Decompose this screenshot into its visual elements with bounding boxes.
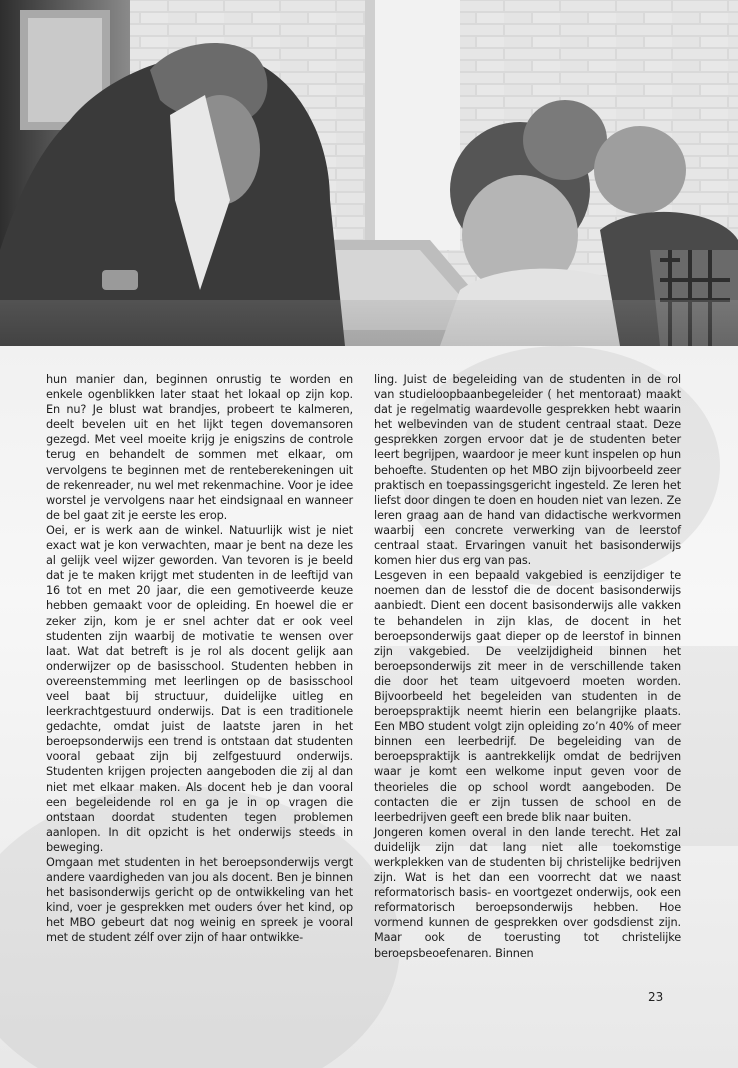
paragraph: Jongeren komen overal in den lande terecht. Het zal duidelijk zijn dat lang niet alle toekomstige werkplekken van de studenten bij christelijke bedrijven zijn. Wat is het dan een voorrecht dat we naast reformatorisch basis- en voortgezet onderwijs, ook een reformatorisch beroepsonderwijs hebben. Hoe vormend kunnen de gesprekken over godsdienst zijn. Maar ook de toerusting tot christelijke beroepsbeoefenaren. Binnen bbox=[374, 825, 681, 960]
classroom-photo-icon bbox=[0, 0, 738, 346]
paragraph: ling. Juist de begeleiding van de studenten in de rol van studieloopbaanbegeleider ( het mentoraat) maakt dat je regelmatig waardevolle gesprekken hebt waarin het welbevinden van de student centraal staat. Deze gesprekken zorgen ervoor dat je de studenten beter leert begrijpen, waardoor je meer kunt inspelen op hun behoefte. Studenten op het MBO zijn bijvoorbeeld zeer praktisch en toepassingsgericht ingesteld. Ze leren het liefst door dingen te doen en houden niet van lezen. Ze leren graag aan de hand van didactische werkvormen waarbij een concrete verwerking van de leerstof centraal staat. Ervaringen vanuit het basisonderwijs komen hier dus erg van pas. bbox=[374, 373, 681, 568]
header-photo bbox=[0, 0, 738, 346]
paragraph: Oei, er is werk aan de winkel. Natuurlijk wist je niet exact wat je kon verwachten, maar je bent na deze les al gelijk veel wijzer geworden. Van tevoren is je beeld dat je te maken krijgt met studenten in de leeftijd van 16 tot en met 20 jaar, die een gemotiveerde keuze hebben gemaakt voor de opleiding. En hoewel die er zeker zijn, kom je er snel achter dat er ook veel studenten zijn waarbij de motivatie te wensen over laat. Wat dat betreft is je rol als docent gelijk aan onderwijzer op de basisschool. Studenten hebben in overeenstemming met leerlingen op de basisschool veel baat bij structuur, duidelijke uitleg en leerkrachtgestuurd onderwijs. Dat is een traditionele gedachte, omdat juist de laatste jaren in het beroepsonderwijs een trend is ontstaan dat studenten vooral gebaat zijn bij zelfgestuurd onderwijs. Studenten krijgen projecten aangeboden die zij al dan niet met elkaar maken. Als docent heb je dan vooral een begeleidende rol en ga je in op vragen die ontstaan doordat studenten tegen problemen aanlopen. In dit opzicht is het onderwijs steeds in beweging. bbox=[46, 523, 353, 854]
left-text-column bbox=[46, 372, 353, 946]
paragraph: Lesgeven in een bepaald vakgebied is eenzijdiger te noemen dan de lesstof die de docent basisonderwijs aanbiedt. Dient een docent basisonderwijs alle vakken te behandelen in zijn klas, de docent in het beroepsonderwijs gaat dieper op de leerstof in binnen zijn vakgebied. De veelzijdigheid binnen het beroepsonderwijs zit meer in de verschillende taken die door het team uitgevoerd moeten worden. Bijvoorbeeld het begeleiden van studenten in de beroepspraktijk neemt hierin een belangrijke plaats. Een MBO student volgt zijn opleiding zo’n 40% of meer binnen een leerbedrijf. De begeleiding van de beroepspraktijk is aantrekkelijk omdat de bedrijven waar je komt een welkome input geven voor de theorieles die op school wordt aangeboden. De contacten die er zijn tussen de school en de leerbedrijven geeft een brede blik naar buiten. bbox=[374, 569, 681, 824]
paragraph: hun manier dan, beginnen onrustig te worden en enkele ogenblikken later staat het lokaal op zijn kop. En nu? Je blust wat brandjes, probeert te kalmeren, deelt bevelen uit en het lijkt tegen dovemansoren gezegd. Met veel moeite krijg je enigszins de controle terug en behandelt de sommen met elkaar, om vervolgens te beginnen met de renteberekeningen uit de rekenreader, nu wel met rekenmachine. Voor je idee worstel je vervolgens naar het eindsignaal en wanneer de bel gaat zit je eerste les erop. bbox=[46, 373, 353, 522]
page-number: 23 bbox=[648, 990, 664, 1004]
paragraph: Omgaan met studenten in het beroepsonderwijs vergt andere vaardigheden van jou als docent. Ben je binnen het basisonderwijs gericht op de ontwikkeling van het kind, voer je gesprekken met ouders óver het kind, op het MBO gebeurt dat nog weinig en spreek je vooral met de student zélf over zijn of haar ontwikke- bbox=[46, 856, 353, 945]
right-text-column bbox=[374, 372, 681, 961]
